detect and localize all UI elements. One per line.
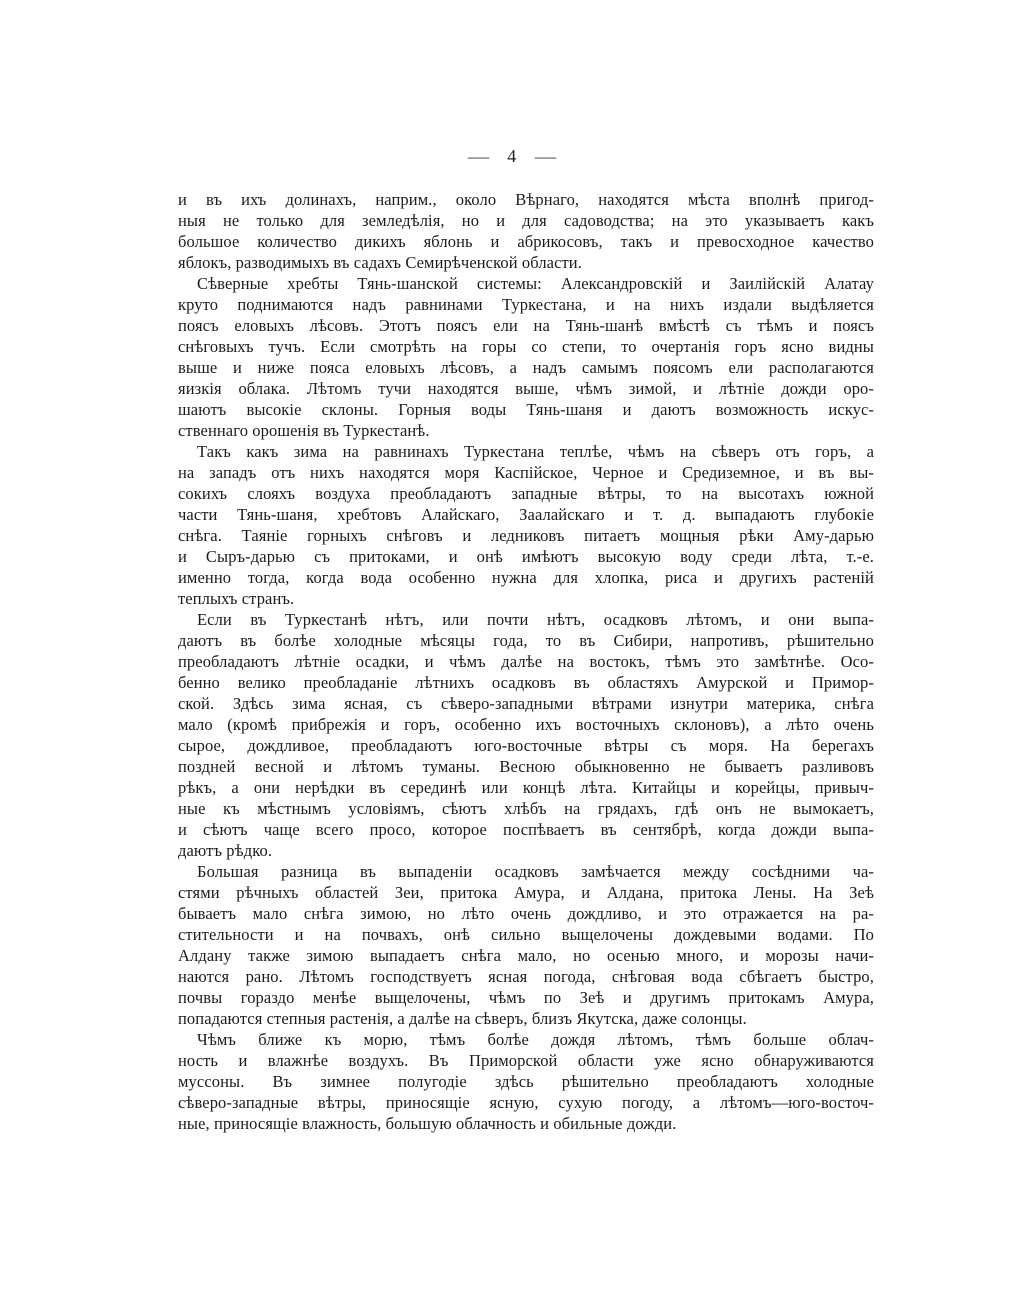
text-line: даютъ въ болѣе холодные мѣсяцы года, то въ Сибири, напротивъ, рѣшительно [178, 631, 874, 650]
text-line: муссоны. Въ зимнее полугодіе здѣсь рѣшительно преобладаютъ холодные [178, 1072, 874, 1091]
paragraph [178, 273, 874, 441]
text-line: ской. Здѣсь зима ясная, съ сѣверо-западными вѣтрами изнутри материка, снѣга [178, 694, 874, 713]
header-dash-right: — [534, 147, 557, 166]
text-line: мало (кромѣ прибрежія и горъ, особенно ихъ восточныхъ склоновъ), а лѣто очень [178, 715, 874, 734]
text-line: яизкія облака. Лѣтомъ тучи находятся выше, чѣмъ зимой, и лѣтніе дожди оро- [178, 379, 874, 398]
text-line: круто поднимаются надъ равнинами Туркестана, и на нихъ издали выдѣляется [178, 295, 874, 314]
text-line: Если въ Туркестанѣ нѣтъ, или почти нѣтъ, осадковъ лѣтомъ, и они выпа- [197, 610, 874, 629]
text-line: выше и ниже пояса еловыхъ лѣсовъ, а надъ самымъ поясомъ ели располагаются [178, 358, 874, 377]
text-line: Большая разница въ выпаденіи осадковъ замѣчается между сосѣдними ча- [197, 862, 874, 881]
text-line: и сѣютъ чаще всего просо, которое поспѣваетъ въ сентябрѣ, когда дожди выпа- [178, 820, 874, 839]
text-line: поздней весной и лѣтомъ туманы. Весною обыкновенно не бываетъ разливовъ [178, 757, 874, 776]
text-line: Чѣмъ ближе къ морю, тѣмъ болѣе дождя лѣтомъ, тѣмъ больше облач- [197, 1030, 874, 1049]
text-line: даютъ рѣдко. [178, 841, 273, 860]
header-dash-left: — [467, 147, 490, 166]
paragraph [178, 609, 874, 861]
text-line: снѣга. Таяніе горныхъ снѣговъ и ледниковъ питаетъ мощныя рѣки Аму-дарью [178, 526, 874, 545]
text-line: Алдану также зимою выпадаетъ снѣга мало, но осенью много, и морозы начи- [178, 946, 874, 965]
text-line: стительности и на почвахъ, онѣ сильно выщелочены дождевыми водами. По [178, 925, 874, 944]
text-line: почвы гораздо менѣе выщелочены, чѣмъ по Зеѣ и другимъ притокамъ Амура, [178, 988, 874, 1007]
text-line: бываетъ мало снѣга зимою, но лѣто очень дождливо, и это отражается на ра- [178, 904, 874, 923]
text-line: сырое, дождливое, преобладаютъ юго-восточные вѣтры съ моря. На берегахъ [178, 736, 874, 755]
text-line: сокихъ слояхъ воздуха преобладаютъ западные вѣтры, то на высотахъ южной [178, 484, 874, 503]
text-line: сѣверо-западные вѣтры, приносящіе ясную, сухую погоду, а лѣтомъ—юго-восточ- [178, 1093, 874, 1112]
paragraph [178, 441, 874, 609]
paragraph [178, 1029, 874, 1134]
text-line: ность и влажнѣе воздухъ. Въ Приморской области уже ясно обнаруживаются [178, 1051, 874, 1070]
text-line: попадаются степныя растенія, а далѣе на сѣверъ, близъ Якутска, даже солонцы. [178, 1009, 747, 1028]
text-line: части Тянь-шаня, хребтовъ Алайскаго, Заалайскаго и т. д. выпадаютъ глубокіе [178, 505, 874, 524]
text-line: на западъ отъ нихъ находятся моря Каспійское, Черное и Средиземное, и въ вы- [178, 463, 874, 482]
text-line: ныя не только для земледѣлія, но и для садоводства; на это указываетъ какъ [178, 211, 874, 230]
text-line: большое количество дикихъ яблонь и абрикосовъ, такъ и превосходное качество [178, 232, 874, 251]
page-header [0, 146, 1024, 167]
text-line: снѣговыхъ тучъ. Если смотрѣть на горы со степи, то очертанія горъ ясно видны [178, 337, 874, 356]
text-line: рѣкъ, а они нерѣдки въ серединѣ или концѣ лѣта. Китайцы и корейцы, привыч- [178, 778, 874, 797]
text-line: стями рѣчныхъ областей Зеи, притока Амура, и Алдана, притока Лены. На Зеѣ [178, 883, 874, 902]
text-line: яблокъ, разводимыхъ въ садахъ Семирѣченской области. [178, 253, 582, 272]
text-line: именно тогда, когда вода особенно нужна для хлопка, риса и другихъ растеній [178, 568, 874, 587]
text-line: и Сыръ-дарью съ притоками, и онѣ имѣютъ высокую воду среди лѣта, т.-е. [178, 547, 874, 566]
text-line: наются рано. Лѣтомъ господствуетъ ясная погода, снѣговая вода сбѣгаетъ быстро, [178, 967, 874, 986]
paragraph [178, 189, 874, 273]
text-line: и въ ихъ долинахъ, наприм., около Вѣрнаго, находятся мѣста вполнѣ пригод- [178, 190, 874, 209]
text-line: преобладаютъ лѣтніе осадки, и чѣмъ далѣе на востокъ, тѣмъ это замѣтнѣе. Осо- [178, 652, 874, 671]
text-block [178, 189, 874, 1134]
text-line: поясъ еловыхъ лѣсовъ. Этотъ поясъ ели на Тянь-шанѣ вмѣстѣ съ тѣмъ и поясъ [178, 316, 874, 335]
text-line: ные, приносящіе влажность, большую облачность и обильные дожди. [178, 1114, 677, 1133]
text-line: бенно велико преобладаніе лѣтнихъ осадковъ въ областяхъ Амурской и Примор- [178, 673, 874, 692]
text-line: ные къ мѣстнымъ условіямъ, сѣютъ хлѣбъ на грядахъ, гдѣ онъ не вымокаетъ, [178, 799, 874, 818]
text-line: теплыхъ странъ. [178, 589, 295, 608]
text-line: Такъ какъ зима на равнинахъ Туркестана теплѣе, чѣмъ на сѣверъ отъ горъ, а [197, 442, 874, 461]
text-line: Сѣверные хребты Тянь-шанской системы: Александровскій и Заилійскій Алатау [197, 274, 874, 293]
paragraph [178, 861, 874, 1029]
text-line: ственнаго орошенія въ Туркестанѣ. [178, 421, 430, 440]
page-number: 4 [507, 146, 517, 166]
text-line: шаютъ высокіе склоны. Горныя воды Тянь-шаня и даютъ возможность искус- [178, 400, 874, 419]
